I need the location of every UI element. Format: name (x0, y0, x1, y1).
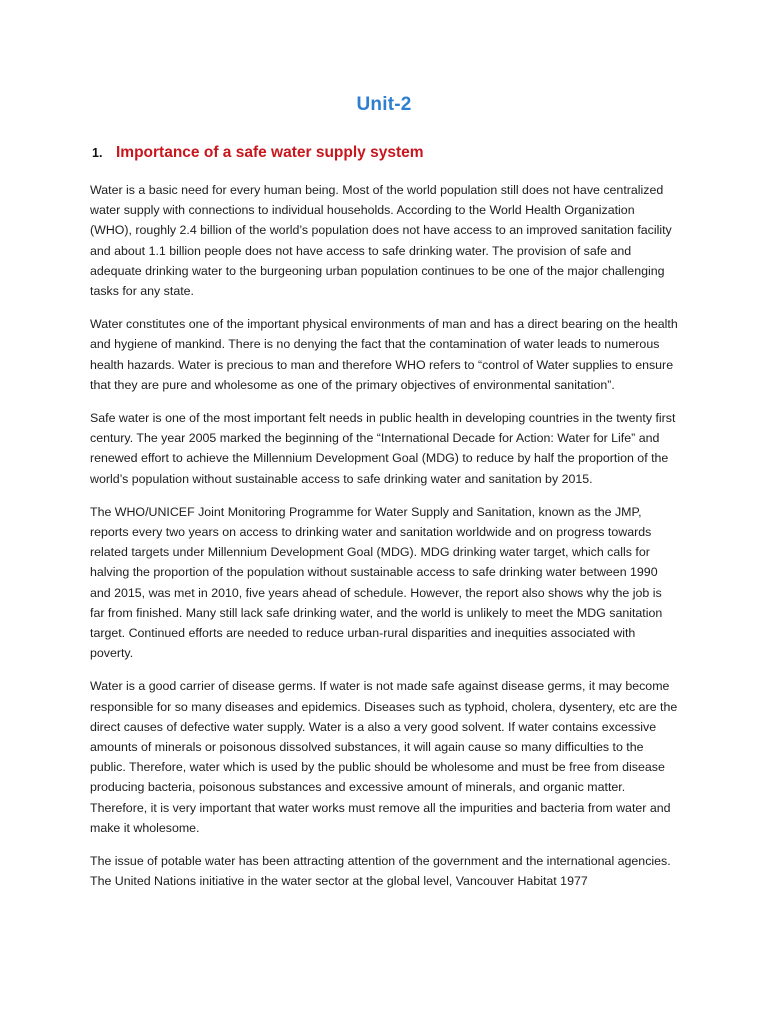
section-title: Importance of a safe water supply system (116, 144, 424, 161)
body-text (90, 180, 678, 905)
paragraph-2: Water constitutes one of the important physical environments of man and has a direct bearing on the health and hygiene of mankind. There is no denying the fact that the contamination of water leads to numerous health hazards. Water is precious to man and therefore WHO refers to “control of Water supplies to ensure that they are pure and wholesome as one of the primary objectives of environmental sanitation”. (90, 317, 678, 392)
paragraph-3: Safe water is one of the most important felt needs in public health in developing countries in the twenty first century. The year 2005 marked the beginning of the “International Decade for Action: Water for Life” and renewed effort to achieve the Millennium Development Goal (MDG) to reduce by half the proportion of the world’s population without sustainable access to safe drinking water and sanitation by 2015. (90, 411, 676, 486)
unit-title: Unit-2 (356, 94, 412, 115)
paragraph-4: The WHO/UNICEF Joint Monitoring Programme for Water Supply and Sanitation, known as the JMP, reports every two years on access to drinking water and sanitation worldwide and on progress towards related targets under Millennium Development Goal (MDG). MDG drinking water target, which calls for halving the proportion of the population without sustainable access to safe drinking water between 1990 and 2015, was met in 2010, five years ahead of schedule. However, the report also shows why the job is far from finished. Many still lack safe drinking water, and the world is unlikely to meet the MDG sanitation target. Continued efforts are needed to reduce urban-rural disparities and inequities associated with poverty. (90, 504, 663, 661)
section-heading (92, 144, 424, 162)
paragraph-5: Water is a good carrier of disease germs. If water is not made safe against disease germs, it may become responsible for so many diseases and epidemics. Diseases such as typhoid, cholera, dysentery, etc are the direct causes of defective water supply. Water is a also a very good solvent. If water contains excessive amounts of minerals or poisonous dissolved substances, it will again cause so many difficulties to the public. Therefore, water which is used by the public should be wholesome and must be free from disease producing bacteria, poisonous substances and excessive amount of minerals, and organic matter. Therefore, it is very important that water works must remove all the impurities and bacteria from water and make it wholesome. (90, 679, 678, 835)
section-number: 1. (92, 146, 103, 160)
paragraph-1: Water is a basic need for every human being. Most of the world population still does not have centralized water supply with connections to individual households. According to the World Health Organization (WHO), roughly 2.4 billion of the world’s population does not have access to an improved sanitation facility and about 1.1 billion people does not have access to safe drinking water. The provision of safe and adequate drinking water to the burgeoning urban population continues to be one of the major challenging tasks for any state. (90, 183, 672, 299)
paragraph-6: The issue of potable water has been attracting attention of the government and the international agencies. The United Nations initiative in the water sector at the global level, Vancouver Habitat 1977 (90, 854, 671, 889)
